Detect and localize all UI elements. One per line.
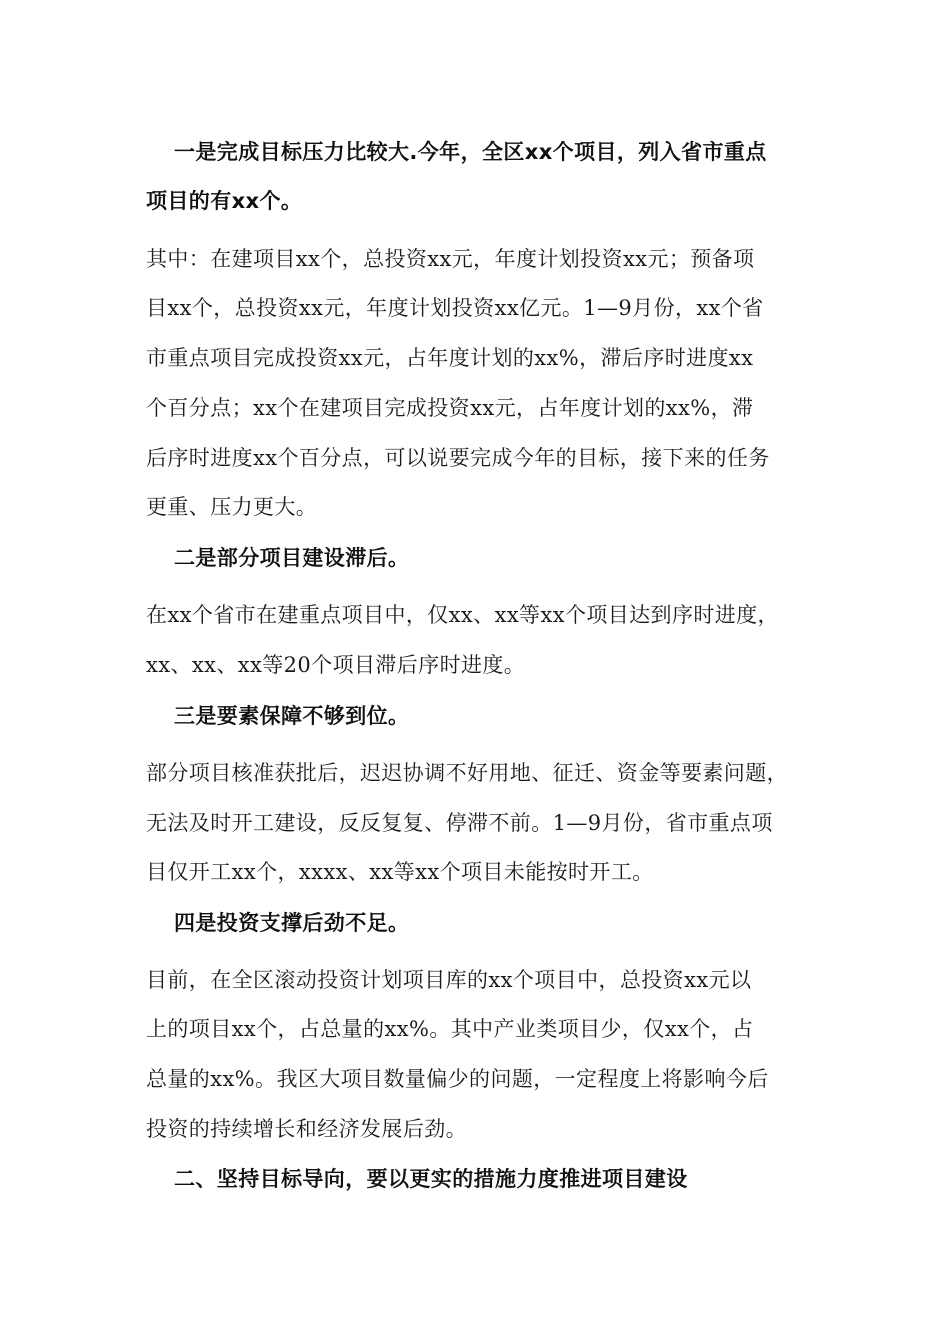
heading-line: 四是投资支撑后劲不足。 [174,911,410,935]
paragraph-line: 目前，在全区滚动投资计划项目库的xx个项目中，总投资xx元以 [146,968,752,992]
paragraph-line: 个百分点；xx个在建项目完成投资xx元，占年度计划的xx%，滞 [146,396,754,420]
paragraph-line: 部分项目核准获批后，迟迟协调不好用地、征迁、资金等要素问题， [146,761,788,785]
paragraph-line: 在xx个省市在建重点项目中，仅xx、xx等xx个项目达到序时进度， [146,603,779,627]
heading-line: 一是完成目标压力比较大.今年，全区xx个项目，列入省市重点 [174,140,767,164]
paragraph-line: 无法及时开工建设，反反复复、停滞不前。1—9月份，省市重点项 [146,811,773,835]
paragraph-line: 上的项目xx个，占总量的xx%。其中产业类项目少，仅xx个，占 [146,1017,754,1041]
paragraph-line: 后序时进度xx个百分点，可以说要完成今年的目标，接下来的任务 [146,446,770,470]
section-heading: 二、坚持目标导向，要以更实的措施力度推进项目建设 [174,1167,688,1191]
heading-line: 二是部分项目建设滞后。 [174,546,410,570]
paragraph-line: 总量的xx%。我区大项目数量偏少的问题，一定程度上将影响今后 [146,1067,769,1091]
paragraph-line: 目xx个，总投资xx元，年度计划投资xx亿元。1—9月份，xx个省 [146,296,764,320]
paragraph-line: xx、xx、xx等20个项目滞后序时进度。 [146,653,526,677]
paragraph-line: 更重、压力更大。 [146,495,318,519]
heading-line: 项目的有xx个。 [146,189,303,213]
paragraph-line: 投资的持续增长和经济发展后劲。 [146,1117,467,1141]
paragraph-line: 其中：在建项目xx个，总投资xx元，年度计划投资xx元；预备项 [146,247,755,271]
paragraph-line: 市重点项目完成投资xx元，占年度计划的xx%，滞后序时进度xx [146,346,754,370]
heading-line: 三是要素保障不够到位。 [174,704,410,728]
paragraph-line: 目仅开工xx个，xxxx、xx等xx个项目未能按时开工。 [146,860,654,884]
